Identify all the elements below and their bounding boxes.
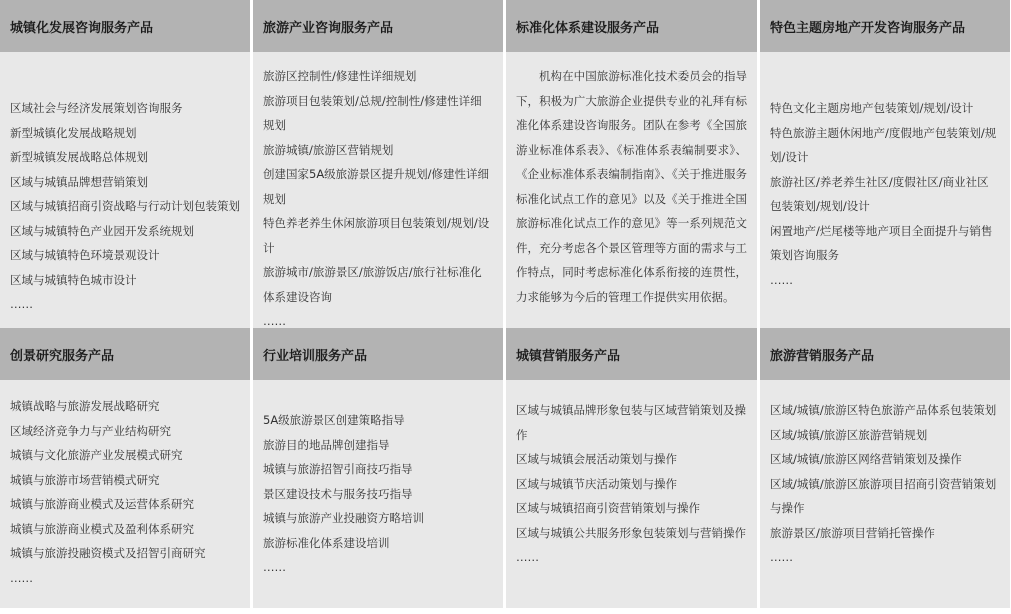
list-item: …… — [10, 570, 33, 585]
list-item: 创建国家5A级旅游景区提升规划/修建性详细规划 — [263, 167, 490, 206]
list-item: 区域与城镇特色产业园开发系统规划 — [10, 223, 194, 238]
card-body-urbanization — [0, 52, 250, 328]
list-item: 区域/城镇/旅游区网络营销策划及操作 — [770, 452, 962, 466]
list-item: 特色养老养生休闲旅游项目包装策划/规划/设计 — [263, 216, 490, 255]
list-item: 景区建设技术与服务技巧指导 — [263, 486, 413, 501]
list-item: 旅游社区/养老养生社区/度假社区/商业社区包装策划/规划/设计 — [770, 174, 989, 213]
standardization-description: 机构在中国旅游标准化技术委员会的指导下，积极为广大旅游企业提供专业的礼拜有标准化体系建设咨询服务。团队在参考《全国旅游业标准体系表》、《标准体系表编制要求》、《企业标准体系表编制指南》、《关于推进服务标准化试点工作的意见》以及《关于推进全国旅游标准化试点工作的意见》等一系列规范文件，充分考虑各个景区管理等方面的需求与工作特点，同时考虑标准化体系衔接的连贯性，力求能够为今后的管理工作提供实用依据。 — [516, 69, 747, 304]
item-list — [10, 394, 240, 590]
list-item: 旅游城镇/旅游区营销规划 — [263, 142, 394, 157]
card-title-urbanization: 城镇化发展咨询服务产品 — [0, 0, 250, 52]
list-item: 区域与城镇节庆活动策划与操作 — [516, 476, 677, 491]
list-item: …… — [770, 272, 793, 287]
list-item: 城镇与文化旅游产业发展模式研究 — [10, 448, 183, 462]
list-item: …… — [263, 314, 286, 328]
list-item: 新型城镇化发展战略规划 — [10, 125, 137, 140]
list-item: 旅游城市/旅游景区/旅游饭店/旅行社标准化体系建设咨询 — [263, 265, 482, 304]
item-list — [10, 96, 240, 317]
list-item: 旅游区控制性/修建性详细规划 — [263, 69, 417, 83]
list-item: 城镇战略与旅游发展战略研究 — [10, 399, 160, 413]
list-item: …… — [516, 550, 539, 564]
card-title-standardization: 标准化体系建设服务产品 — [506, 0, 757, 52]
list-item: 区域与城镇招商引资战略与行动计划包装策划 — [10, 199, 240, 213]
list-item: 特色旅游主题休闲地产/度假地产包装策划/规划/设计 — [770, 125, 997, 164]
list-item: 城镇与旅游投融资模式及招智引商研究 — [10, 546, 206, 560]
list-item: 城镇与旅游招智引商技巧指导 — [263, 462, 413, 476]
list-item: 区域与城镇招商引资营销策划与操作 — [516, 501, 700, 515]
list-item: 区域/城镇/旅游区旅游项目招商引资营销策划与操作 — [770, 476, 997, 515]
list-item: 区域与城镇特色城市设计 — [10, 272, 137, 287]
list-item: …… — [770, 550, 793, 564]
list-item: …… — [263, 560, 286, 574]
list-item: 区域与城镇品牌想营销策划 — [10, 174, 148, 189]
card-body-standardization — [506, 52, 757, 328]
list-item: 区域/城镇/旅游区特色旅游产品体系包装策划 — [770, 403, 997, 417]
card-body-research — [0, 380, 250, 608]
card-body-real-estate — [760, 52, 1010, 328]
item-list — [263, 64, 493, 328]
item-list — [516, 398, 747, 570]
card-title-urban-marketing: 城镇营销服务产品 — [506, 328, 757, 380]
card-title-tourism-marketing: 旅游营销服务产品 — [760, 328, 1010, 380]
card-title-tourism-industry: 旅游产业咨询服务产品 — [253, 0, 503, 52]
card-body-training — [253, 380, 503, 608]
item-list — [770, 96, 1000, 292]
card-body-tourism-marketing — [760, 380, 1010, 608]
card-body-tourism-industry — [253, 52, 503, 328]
list-item: 城镇与旅游商业模式及盈利体系研究 — [10, 521, 194, 536]
item-list — [770, 398, 1000, 570]
card-title-research: 创景研究服务产品 — [0, 328, 250, 380]
list-item: 新型城镇发展战略总体规划 — [10, 150, 148, 164]
card-title-real-estate: 特色主题房地产开发咨询服务产品 — [760, 0, 1010, 52]
list-item: 旅游景区/旅游项目营销托管操作 — [770, 525, 935, 540]
list-item: 城镇与旅游产业投融资方略培训 — [263, 511, 424, 525]
list-item: 闲置地产/烂尾楼等地产项目全面提升与销售策划咨询服务 — [770, 223, 993, 262]
list-item: 区域社会与经济发展策划咨询服务 — [10, 101, 183, 115]
list-item: 城镇与旅游商业模式及运营体系研究 — [10, 497, 194, 511]
list-item: 旅游项目包装策划/总规/控制性/修建性详细规划 — [263, 93, 482, 132]
list-item: 区域/城镇/旅游区旅游营销规划 — [770, 427, 928, 442]
list-item: …… — [10, 297, 33, 311]
list-item: 5A级旅游景区创建策略指导 — [263, 413, 405, 427]
list-item: 旅游目的地品牌创建指导 — [263, 437, 390, 452]
list-item: 特色文化主题房地产包装策划/规划/设计 — [770, 101, 974, 115]
list-item: 区域与城镇特色环境景观设计 — [10, 248, 160, 262]
list-item: 区域经济竞争力与产业结构研究 — [10, 423, 171, 438]
list-item: 区域与城镇品牌形象包装与区域营销策划及操作 — [516, 403, 746, 442]
list-item: 旅游标准化体系建设培训 — [263, 535, 390, 550]
card-body-urban-marketing — [506, 380, 757, 608]
item-list — [263, 408, 493, 580]
list-item: 区域与城镇公共服务形象包装策划与营销操作 — [516, 525, 746, 540]
list-item: 区域与城镇会展活动策划与操作 — [516, 452, 677, 466]
list-item: 城镇与旅游市场营销模式研究 — [10, 472, 160, 487]
card-title-training: 行业培训服务产品 — [253, 328, 503, 380]
